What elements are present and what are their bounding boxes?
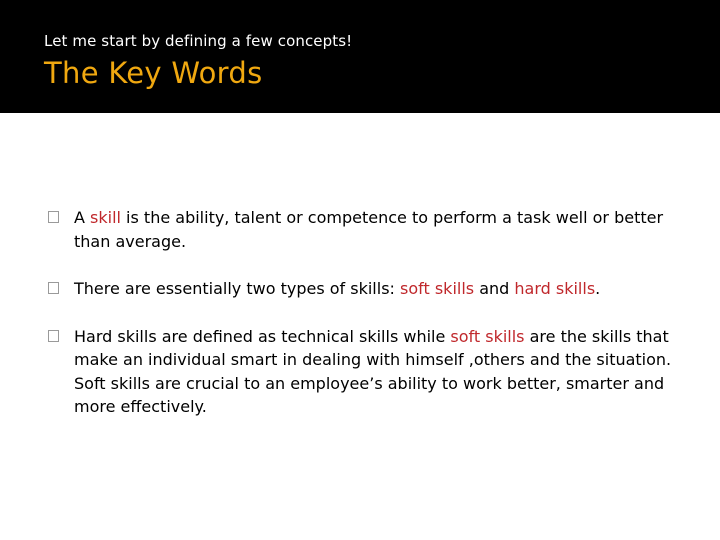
- bullet-text: are the skills that make an individual smart in dealing with himself ,others and the situation. Soft skills are crucial to an employee’s ability to work better, smarter and more effectively.: [74, 326, 672, 416]
- bullet-item-skill-types: [48, 277, 688, 301]
- bullet-text: Hard skills are defined as technical skills while: [74, 326, 451, 346]
- bullet-text: There are essentially two types of skills:: [74, 279, 400, 298]
- bullet-item-skill-definition: [48, 206, 688, 253]
- bullet-list: [48, 206, 688, 443]
- slide-subtitle: Let me start by defining a few concepts!: [44, 32, 353, 50]
- square-bullet-icon: [48, 211, 59, 223]
- square-bullet-icon: [48, 282, 59, 294]
- bullet-text: A: [74, 208, 91, 227]
- bullet-text: .: [595, 279, 601, 298]
- bullet-item-hard-vs-soft: [48, 325, 688, 419]
- bullet-text: is the ability, talent or competence to perform a task well or better than average.: [74, 208, 664, 251]
- highlight-skill: skill: [90, 208, 121, 227]
- highlight-soft-skills: soft skills: [400, 279, 475, 298]
- slide-header: [0, 0, 720, 113]
- highlight-soft-skills: soft skills: [450, 326, 525, 346]
- square-bullet-icon: [48, 330, 59, 342]
- slide-title: The Key Words: [44, 56, 263, 90]
- highlight-hard-skills: hard skills: [514, 279, 596, 298]
- bullet-text: and: [474, 279, 515, 298]
